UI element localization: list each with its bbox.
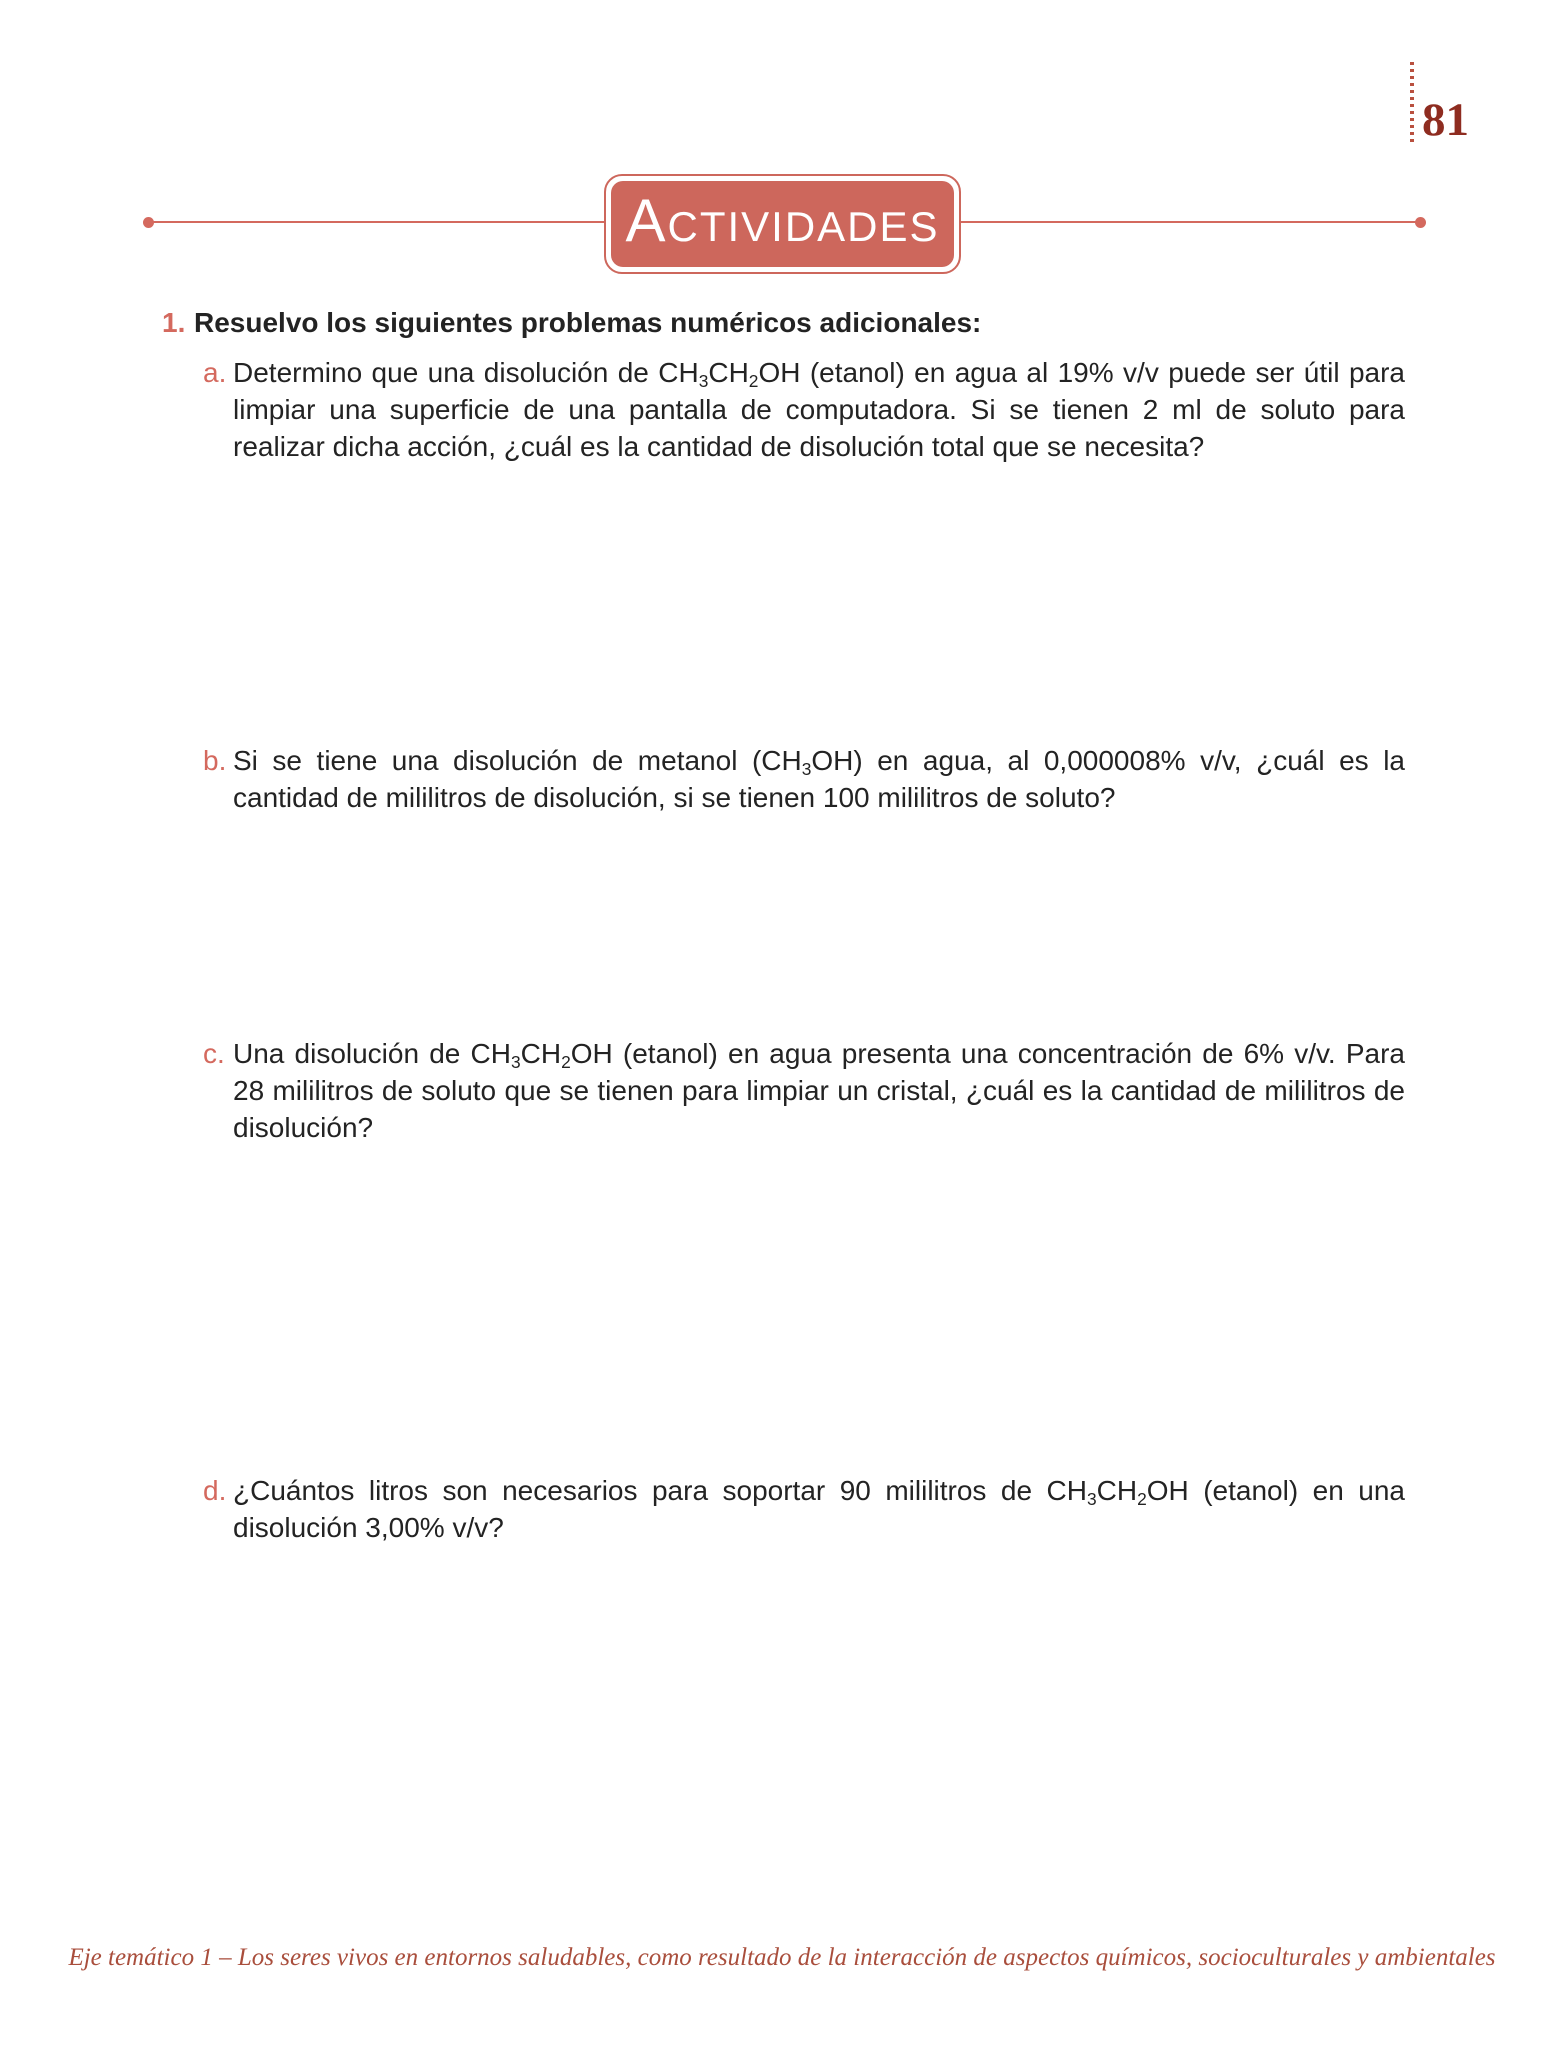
dotted-divider xyxy=(1410,62,1414,146)
chemical-subscript: 2 xyxy=(1137,1488,1147,1509)
item-marker-b: b. xyxy=(203,745,227,776)
problem-list-heading xyxy=(162,304,1405,341)
page-number: 81 xyxy=(1422,94,1469,146)
item-marker-c: c. xyxy=(203,1038,225,1069)
problem-item-d xyxy=(203,1472,1405,1546)
chemical-subscript: 2 xyxy=(748,370,759,391)
problem-item-a xyxy=(203,354,1405,465)
problem-item-c xyxy=(203,1035,1405,1146)
footer-theme-caption: Eje temático 1 – Los seres vivos en entornos saludables, como resultado de la interacción de aspectos químicos, socioculturales y ambientales xyxy=(68,1944,1496,1971)
item-marker-d: d. xyxy=(203,1475,227,1506)
item-text-a: Determino que una disolución de $CH_3CH_2OH$ (etanol) en agua al 19% v/v puede ser útil para limpiar una superficie de una pantalla de computadora. Si se tienen 2 ml de soluto para realizar dicha acción, ¿cuál es la cantidad de disolución total que se necesita? xyxy=(233,357,1405,462)
chemical-subscript: 3 xyxy=(801,758,812,779)
problem-item-b xyxy=(203,742,1405,816)
item-text-c: Una disolución de $CH_3CH_2OH$ (etanol) en agua presenta una concentración de 6% v/v. Para 28 mililitros de soluto que se tienen para limpiar un cristal, ¿cuál es la cantidad de mililitros de disolución? xyxy=(233,1038,1405,1143)
item-text-d: ¿Cuántos litros son necesarios para soportar 90 mililitros de $CH_3CH_2OH$ (etanol) en una disolución 3,00% v/v? xyxy=(233,1475,1405,1543)
list-heading-text: Resuelvo los siguientes problemas numéricos adicionales: xyxy=(194,307,982,338)
activities-banner-title: Actividades xyxy=(625,187,940,254)
chemical-subscript: 3 xyxy=(1086,1488,1097,1509)
list-number: 1. xyxy=(162,307,186,338)
chemical-subscript: 2 xyxy=(561,1051,571,1072)
item-text-b: Si se tiene una disolución de metanol $(CH_3OH)$ en agua, al 0,000008% v/v, ¿cuál es la cantidad de mililitros de disolución, si se tienen 100 mililitros de soluto? xyxy=(233,745,1406,813)
chemical-subscript: 3 xyxy=(698,370,709,391)
activities-banner xyxy=(604,174,961,274)
item-marker-a: a. xyxy=(203,357,227,388)
activities-banner-fill xyxy=(611,181,954,267)
chemical-subscript: 3 xyxy=(510,1051,521,1072)
